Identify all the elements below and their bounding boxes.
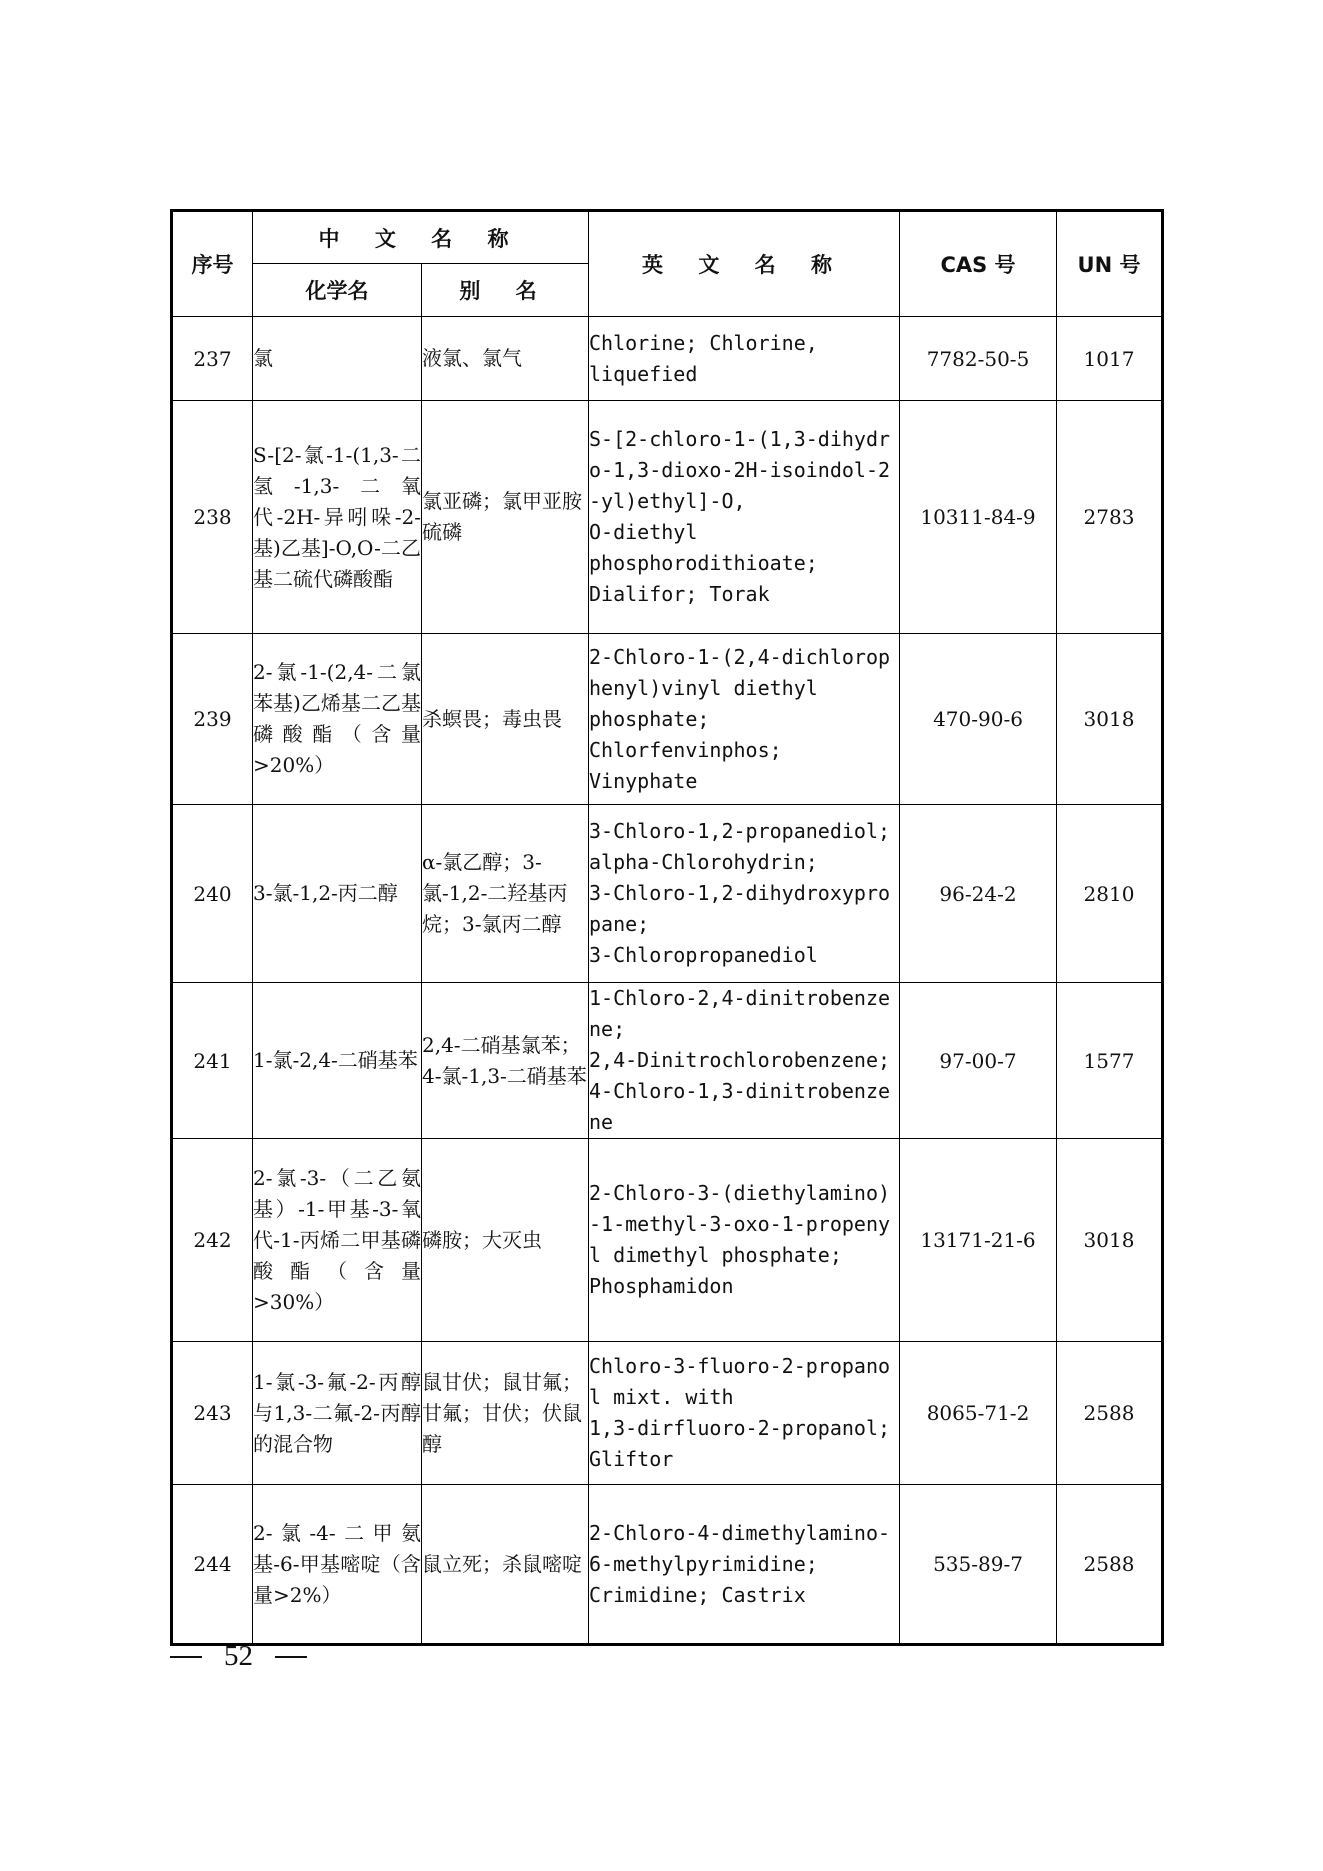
header-alias: 别 名 <box>422 264 589 317</box>
un-cell: 2810 <box>1057 805 1163 983</box>
seq-cell: 244 <box>172 1485 253 1645</box>
un-cell: 2588 <box>1057 1342 1163 1485</box>
chemical-table <box>170 209 1164 1646</box>
header-chem-name: 化学名 <box>253 264 422 317</box>
en-name-cell: Chlorine; Chlorine, liquefied <box>589 317 900 401</box>
en-name-cell: Chloro-3-fluoro-2-propanol mixt. with 1,3-dirfluoro-2-propanol; Gliftor <box>589 1342 900 1485</box>
un-cell: 3018 <box>1057 634 1163 805</box>
header-cn-name: 中 文 名 称 <box>253 211 589 264</box>
cas-cell: 470-90-6 <box>900 634 1057 805</box>
header-un: UN 号 <box>1057 211 1163 317</box>
seq-cell: 242 <box>172 1139 253 1342</box>
chem-name-cell: 氯 <box>253 317 422 401</box>
un-cell: 2588 <box>1057 1485 1163 1645</box>
cas-cell: 97-00-7 <box>900 983 1057 1139</box>
seq-cell: 238 <box>172 401 253 634</box>
chem-name-cell: S-[2-氯-1-(1,3-二氢-1,3-二氧代-2H-异吲哚-2-基)乙基]-O,O-二乙基二硫代磷酸酯 <box>253 401 422 634</box>
un-cell: 1017 <box>1057 317 1163 401</box>
un-cell: 2783 <box>1057 401 1163 634</box>
chem-name-cell: 1-氯-2,4-二硝基苯 <box>253 983 422 1139</box>
seq-cell: 239 <box>172 634 253 805</box>
seq-cell: 237 <box>172 317 253 401</box>
alias-cell: 鼠立死；杀鼠嘧啶 <box>422 1485 589 1645</box>
table-row <box>172 401 1163 634</box>
en-name-cell: 2-Chloro-4-dimethylamino-6-methylpyrimidine; Crimidine; Castrix <box>589 1485 900 1645</box>
footer-dash-left <box>170 1656 202 1658</box>
alias-cell: 氯亚磷；氯甲亚胺硫磷 <box>422 401 589 634</box>
alias-cell: 磷胺；大灭虫 <box>422 1139 589 1342</box>
footer-dash-right <box>275 1656 307 1658</box>
cas-cell: 535-89-7 <box>900 1485 1057 1645</box>
cas-cell: 13171-21-6 <box>900 1139 1057 1342</box>
en-name-cell: S-[2-chloro-1-(1,3-dihydro-1,3-dioxo-2H-isoindol-2-yl)ethyl]-O, O-diethyl phosphorodithioate; Dialifor; Torak <box>589 401 900 634</box>
cas-cell: 8065-71-2 <box>900 1342 1057 1485</box>
seq-cell: 243 <box>172 1342 253 1485</box>
table-row <box>172 634 1163 805</box>
header-seq: 序号 <box>172 211 253 317</box>
table-row <box>172 1485 1163 1645</box>
cas-cell: 7782-50-5 <box>900 317 1057 401</box>
en-name-cell: 2-Chloro-1-(2,4-dichlorophenyl)vinyl diethyl phosphate; Chlorfenvinphos; Vinyphate <box>589 634 900 805</box>
en-name-cell: 2-Chloro-3-(diethylamino)-1-methyl-3-oxo-1-propenyl dimethyl phosphate; Phosphamidon <box>589 1139 900 1342</box>
chem-name-cell: 1-氯-3-氟-2-丙醇与1,3-二氟-2-丙醇的混合物 <box>253 1342 422 1485</box>
seq-cell: 241 <box>172 983 253 1139</box>
alias-cell: 鼠甘伏；鼠甘氟；甘氟；甘伏；伏鼠醇 <box>422 1342 589 1485</box>
cas-cell: 96-24-2 <box>900 805 1057 983</box>
un-cell: 3018 <box>1057 1139 1163 1342</box>
page-number: 52 <box>224 1640 253 1672</box>
alias-cell: 2,4-二硝基氯苯；4-氯-1,3-二硝基苯 <box>422 983 589 1139</box>
seq-cell: 240 <box>172 805 253 983</box>
table-row <box>172 1139 1163 1342</box>
en-name-cell: 3-Chloro-1,2-propanediol; alpha-Chlorohydrin; 3-Chloro-1,2-dihydroxypropane; 3-Chloropropanediol <box>589 805 900 983</box>
chem-name-cell: 2-氯-1-(2,4-二氯苯基)乙烯基二乙基磷酸酯（含量>20%） <box>253 634 422 805</box>
chem-name-cell: 3-氯-1,2-丙二醇 <box>253 805 422 983</box>
alias-cell: 液氯、氯气 <box>422 317 589 401</box>
alias-cell: α-氯乙醇；3-氯-1,2-二羟基丙烷；3-氯丙二醇 <box>422 805 589 983</box>
table-row <box>172 1342 1163 1485</box>
page-footer <box>170 1640 307 1673</box>
alias-cell: 杀螟畏；毒虫畏 <box>422 634 589 805</box>
table-row <box>172 805 1163 983</box>
chem-name-cell: 2-氯-4-二甲氨基-6-甲基嘧啶（含量>2%） <box>253 1485 422 1645</box>
chem-name-cell: 2-氯-3-（二乙氨基）-1-甲基-3-氧代-1-丙烯二甲基磷酸酯（含量>30%） <box>253 1139 422 1342</box>
en-name-cell: 1-Chloro-2,4-dinitrobenzene; 2,4-Dinitrochlorobenzene; 4-Chloro-1,3-dinitrobenzene <box>589 983 900 1139</box>
cas-cell: 10311-84-9 <box>900 401 1057 634</box>
header-cas: CAS 号 <box>900 211 1057 317</box>
table-row <box>172 317 1163 401</box>
header-en-name: 英 文 名 称 <box>589 211 900 317</box>
table-row <box>172 983 1163 1139</box>
un-cell: 1577 <box>1057 983 1163 1139</box>
